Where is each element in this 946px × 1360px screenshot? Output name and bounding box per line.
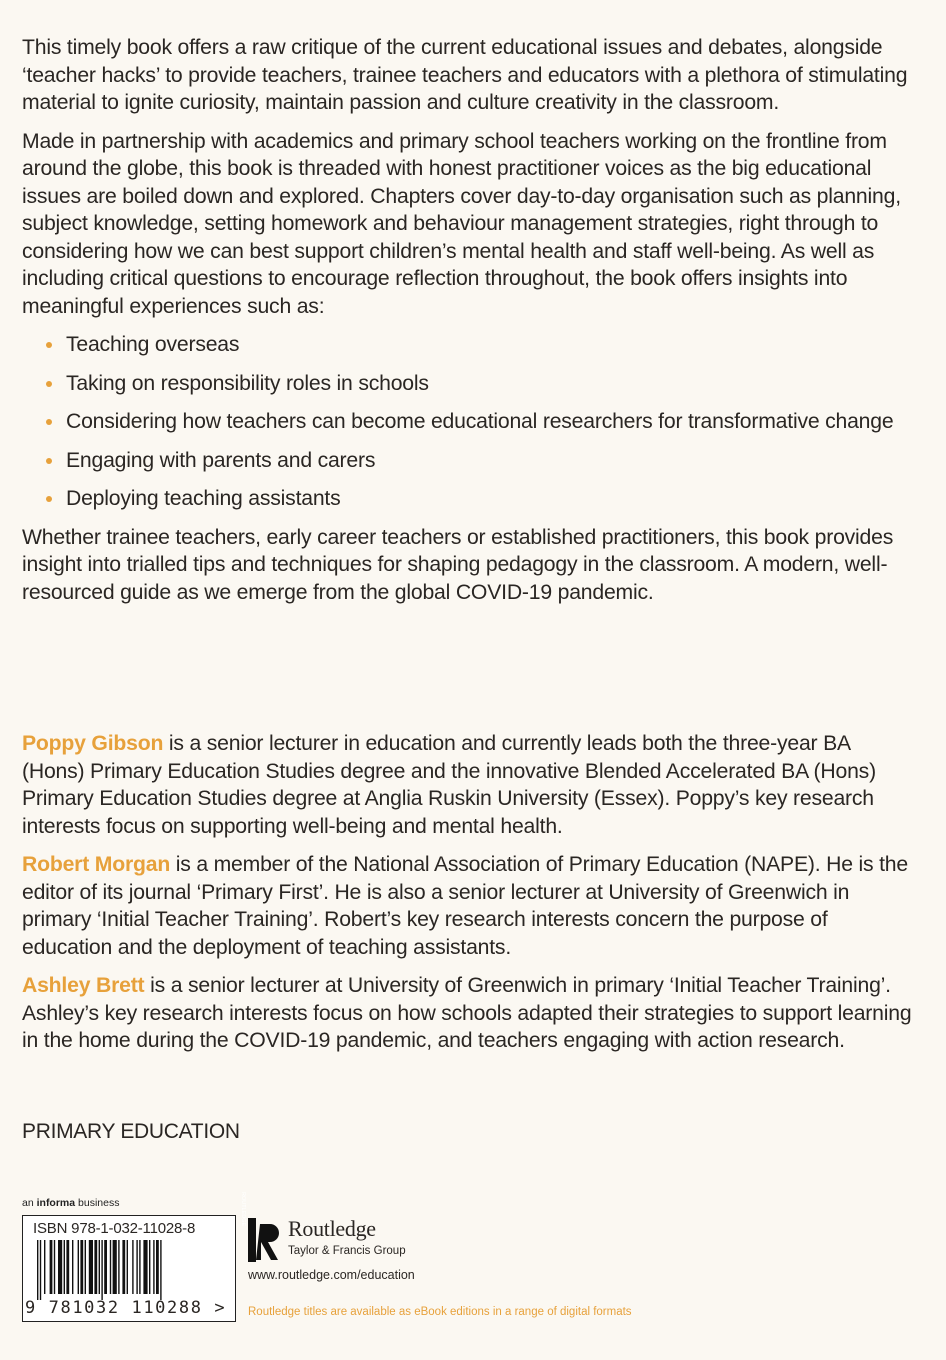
barcode-bar: [118, 1240, 119, 1294]
barcode-bar: [54, 1240, 55, 1294]
barcode-bar: [40, 1240, 41, 1300]
intro-paragraph-1: This timely book offers a raw critique of the current educational issues and debates, alongside ‘teacher hacks’ to provide teachers, trainee teachers and educators with a plethora of stimulating material to ignite curiosity, maintain passion and culture creativity in the classroom.: [22, 36, 908, 114]
barcode-bar: [110, 1240, 111, 1294]
isbn-number: ISBN 978-1-032-11028-8: [33, 1220, 196, 1237]
barcode-bars: [37, 1240, 227, 1300]
barcode-bar: [104, 1240, 107, 1294]
barcode-bar: [153, 1240, 154, 1294]
barcode-bar: [99, 1240, 100, 1294]
barcode-bar: [113, 1240, 117, 1294]
barcode-bar: [127, 1240, 128, 1294]
barcode-bar: [44, 1240, 45, 1294]
back-cover-text: [22, 34, 912, 617]
barcode-bar: [72, 1240, 73, 1294]
barcode-bar: [64, 1240, 65, 1294]
informa-tagline: an informa business: [22, 1197, 120, 1209]
list-item: Teaching overseas: [22, 331, 912, 359]
closing-paragraph: Whether trainee teachers, early career teachers or established practitioners, this book provides insight into trialled tips and techniques for shaping pedagogy in the classroom. A modern, well-resourced guide as we emerge from the global COVID-19 pandemic.: [22, 525, 894, 604]
author-bio: Ashley Brett is a senior lecturer at University of Greenwich in primary ‘Initial Teacher Training’. Ashley’s key research interests focus on how schools adapted their strategies to support learning in the home during the COVID-19 pandemic, and teachers engaging with action research.: [22, 974, 912, 1052]
author-bios: [22, 730, 912, 1066]
barcode-bar: [149, 1240, 150, 1294]
bullet-dot-icon: [46, 381, 52, 387]
author-bio: Robert Morgan is a member of the National Association of Primary Education (NAPE). He is the editor of its journal ‘Primary First’. He is also a senior lecturer at University of Greenwich in primary ‘Initial Teacher Training’. Robert’s key research interests concern the purpose of education and the deployment of teaching assistants.: [22, 853, 908, 959]
barcode-bar: [143, 1240, 147, 1294]
author-bio: Poppy Gibson is a senior lecturer in education and currently leads both the three-year BA (Hons) Primary Education Studies degree and the innovative Blended Accelerated BA (Hons) Primary Education Studies degree at Anglia Ruskin University (Essex). Poppy’s key research interests focus on supporting well-being and mental health.: [22, 732, 876, 838]
list-item: Considering how teachers can become educational researchers for transformative change: [22, 408, 912, 436]
list-item: Taking on responsibility roles in schools: [22, 370, 912, 398]
bullet-dot-icon: [46, 419, 52, 425]
barcode-bar: [136, 1240, 137, 1294]
list-item: Engaging with parents and carers: [22, 447, 912, 475]
barcode-bar: [139, 1240, 140, 1294]
author-name: Robert Morgan: [22, 853, 171, 876]
svg-text:ROUTLEDGE: ROUTLEDGE: [239, 1192, 246, 1227]
list-item: Deploying teaching assistants: [22, 485, 912, 513]
publisher-name: Routledge: [288, 1216, 376, 1241]
barcode-bar: [78, 1240, 79, 1294]
barcode-bar: [101, 1240, 102, 1300]
barcode-bar: [132, 1240, 133, 1294]
routledge-logo-icon: [239, 1192, 282, 1264]
barcode-bar: [85, 1240, 86, 1294]
barcode-bar: [89, 1240, 93, 1294]
bullet-dot-icon: [46, 496, 52, 502]
barcode-bar: [94, 1240, 97, 1294]
barcode-bar: [37, 1240, 38, 1300]
author-name: Poppy Gibson: [22, 732, 164, 755]
bullet-dot-icon: [46, 342, 52, 348]
barcode-bar: [80, 1240, 83, 1294]
intro-paragraph-2: Made in partnership with academics and primary school teachers working on the frontline from around the globe, this book is threaded with honest practitioner voices as the big educational issues are boiled down and explored. Chapters cover day-to-day organisation such as planning, subject knowledge, setting homework and behaviour management strategies, right through to considering how we can best support children’s mental health and staff well-being. As well as including critical questions to encourage reflection throughout, the book offers insights into meaningful experiences such as:: [22, 129, 901, 318]
barcode-bar: [58, 1240, 62, 1294]
barcode-bar: [122, 1240, 125, 1294]
barcode: [22, 1215, 236, 1322]
experience-list: [22, 331, 912, 513]
publisher-group: Taylor & Francis Group: [288, 1245, 406, 1257]
publisher-website: www.routledge.com/education: [248, 1268, 415, 1282]
barcode-bar: [66, 1240, 69, 1294]
barcode-bar: [160, 1240, 161, 1300]
barcode-digits: 9 781032 110288 >: [25, 1298, 227, 1318]
bullet-dot-icon: [46, 458, 52, 464]
barcode-bar: [50, 1240, 53, 1294]
author-name: Ashley Brett: [22, 974, 145, 997]
barcode-bar: [156, 1240, 159, 1294]
subject-category: PRIMARY EDUCATION: [22, 1120, 240, 1143]
ebook-note: Routledge titles are available as eBook editions in a range of digital formats: [248, 1306, 632, 1318]
